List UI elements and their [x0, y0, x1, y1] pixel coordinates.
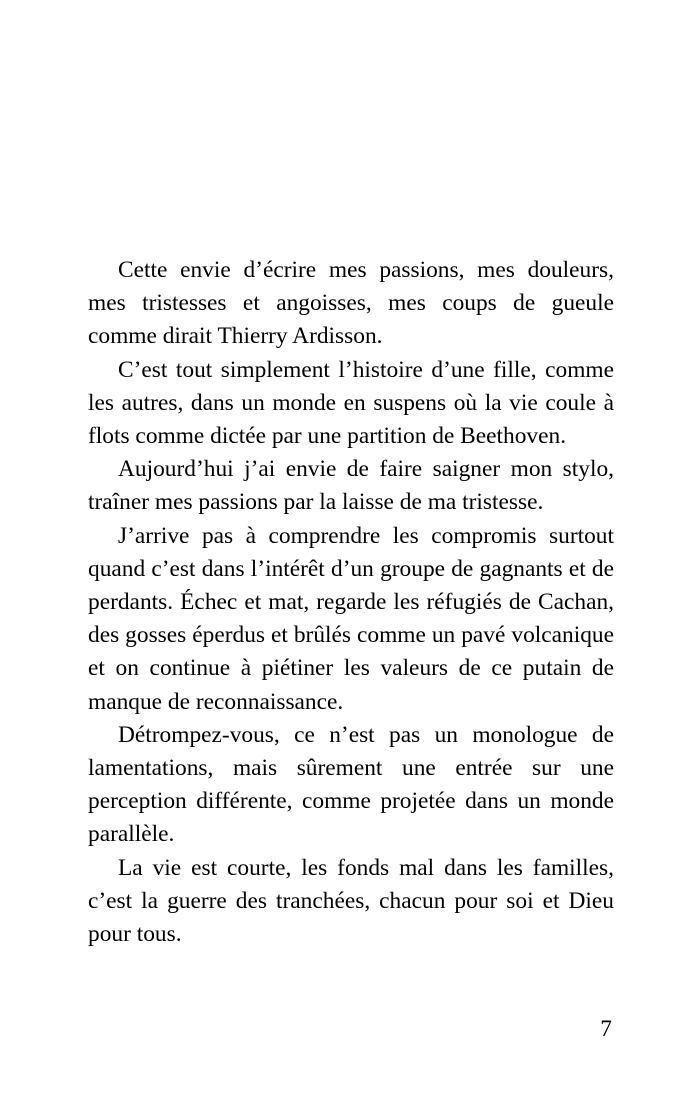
paragraph-4: J’arrive pas à comprendre les compromis surtout quand c’est dans l’intérêt d’un groupe de gagnants et de perdants. Échec et mat, regarde les réfugiés de Cachan, des gosses éperdus et brûlés comme un pavé volcanique et on continue à piétiner les valeurs de ce putain de manque de reconnaissance.	[88, 522, 614, 715]
body-text	[88, 254, 614, 951]
paragraph-6: La vie est courte, les fonds mal dans les familles, c’est la guerre des tranchées, chacun pour soi et Dieu pour tous.	[88, 854, 614, 948]
paragraph-3: Aujourd’hui j’ai envie de faire saigner mon stylo, traîner mes passions par la laisse de ma tristesse.	[88, 456, 614, 516]
page-number: 7	[600, 1016, 612, 1042]
paragraph-1: Cette envie d’écrire mes passions, mes douleurs, mes tristesses et angoisses, mes coups de gueule comme dirait Thierry Ardisson.	[88, 257, 614, 350]
paragraph-5: Détrompez-vous, ce n’est pas un monologue de lamentations, mais sûrement une entrée sur une perception différente, comme projetée dans un monde parallèle.	[88, 721, 614, 848]
paragraph-2: C’est tout simplement l’histoire d’une fille, comme les autres, dans un monde en suspens où la vie coule à flots comme dictée par une partition de Beethoven.	[88, 356, 614, 450]
